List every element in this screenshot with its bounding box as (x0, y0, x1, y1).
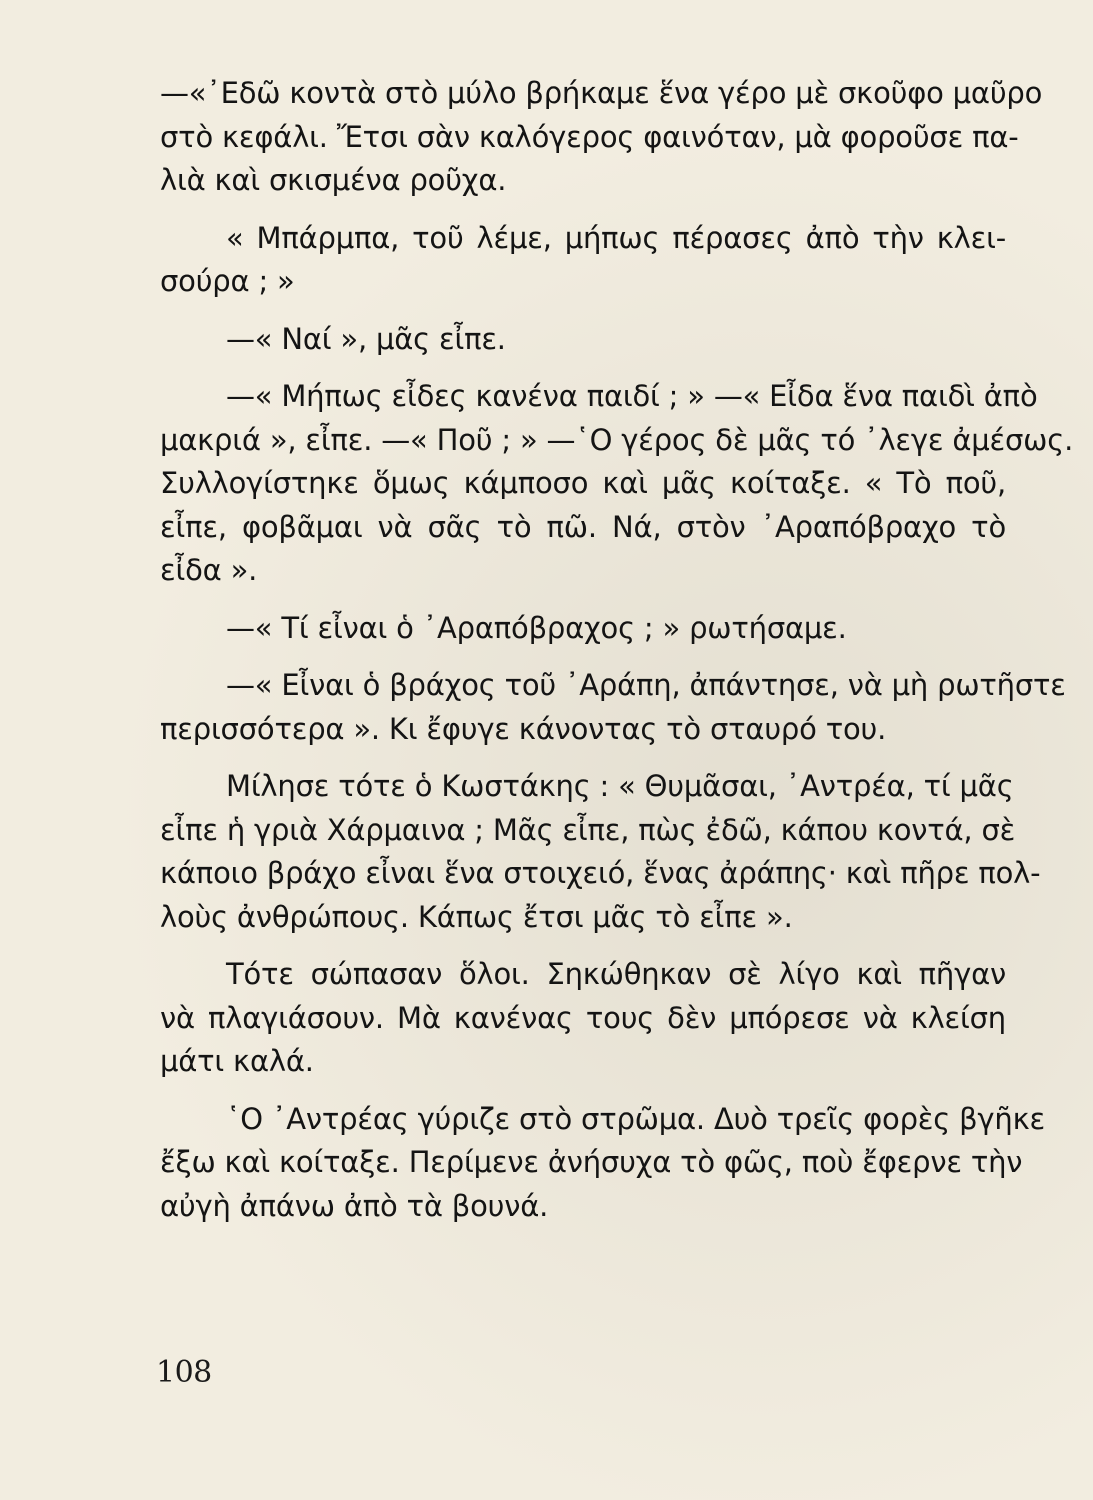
text-line: Μίλησε τότε ὁ Κωστάκης : « Θυμᾶσαι, ᾿Αντρέα, τί μᾶς (226, 769, 1014, 803)
text-line: εἶπε ἡ γριὰ Χάρμαινα ; Μᾶς εἶπε, πὼς ἐδῶ, κάπου κοντά, σὲ (160, 812, 1016, 847)
text-line: μακριά », εἶπε. —« Ποῦ ; » —῾Ο γέρος δὲ μᾶς τό ᾿λεγε ἀμέσως. (160, 422, 1074, 457)
paragraph-gap (160, 593, 1006, 607)
text-line: περισσότερα ». Κι ἔφυγε κάνοντας τὸ σταυρό του. (160, 711, 887, 746)
paragraph-gap (160, 939, 1006, 953)
paragraph (160, 375, 1074, 593)
page-number: 108 (156, 1355, 212, 1390)
paragraph (160, 217, 1006, 304)
text-line: μάτι καλά. (160, 1044, 314, 1078)
text-line: —« Εἶναι ὁ βράχος τοῦ ᾿Αράπη, ἀπάντησε, νὰ μὴ ρωτῆστε (226, 668, 1066, 702)
body-text (160, 72, 1074, 1228)
text-line: Συλλογίστηκε ὅμως κάμποσο καὶ μᾶς κοίταξε. « Τὸ ποῦ, (160, 466, 1006, 500)
text-line: Τότε σώπασαν ὅλοι. Σηκώθηκαν σὲ λίγο καὶ πῆγαν (226, 957, 1006, 991)
text-line: λοὺς ἀνθρώπους. Κάπως ἔτσι μᾶς τὸ εἶπε ». (160, 899, 793, 934)
paragraph-gap (160, 203, 1006, 217)
text-line: αὐγὴ ἀπάνω ἀπὸ τὰ βουνά. (160, 1188, 549, 1223)
paragraph-gap (160, 1084, 1006, 1098)
paragraph (160, 1098, 1045, 1229)
text-line: —« Μήπως εἶδες κανένα παιδί ; » —« Εἶδα ἕνα παιδὶ ἀπὸ (226, 379, 1038, 413)
text-line: ἔξω καὶ κοίταξε. Περίμενε ἀνήσυχα τὸ φῶς, ποὺ ἔφερνε τὴν (160, 1145, 1023, 1179)
text-line: σούρα ; » (160, 264, 295, 298)
paragraph (160, 664, 1066, 751)
text-line: εἶδα ». (160, 553, 258, 587)
paragraph-gap (160, 650, 1006, 664)
text-line: —« Τί εἶναι ὁ ᾿Αραπόβραχος ; » ρωτήσαμε. (226, 610, 847, 645)
text-line: εἶπε, φοβᾶμαι νὰ σᾶς τὸ πῶ. Νά, στὸν ᾿Αραπόβραχο τὸ (160, 509, 1006, 544)
paragraph-gap (160, 361, 1006, 375)
text-line: —« Ναί », μᾶς εἶπε. (226, 321, 506, 356)
text-line: στὸ κεφάλι. Ἔτσι σὰν καλόγερος φαινόταν, μὰ φοροῦσε πα- (160, 119, 1019, 154)
text-line: —«᾿Εδῶ κοντὰ στὸ μύλο βρήκαμε ἕνα γέρο μὲ σκοῦφο μαῦρο (160, 76, 1043, 110)
paragraph (160, 607, 1006, 651)
text-line: κάποιο βράχο εἶναι ἕνα στοιχειό, ἕνας ἀράπης· καὶ πῆρε πολ- (160, 856, 1041, 890)
text-line: λιὰ καὶ σκισμένα ροῦχα. (160, 163, 507, 197)
paragraph-gap (160, 751, 1006, 765)
paragraph (160, 765, 1041, 939)
text-line: « Μπάρμπα, τοῦ λέμε, μήπως πέρασες ἀπὸ τὴν κλει- (226, 220, 1006, 255)
paragraph (160, 953, 1006, 1084)
text-line: ῾Ο ᾿Αντρέας γύριζε στὸ στρῶμα. Δυὸ τρεῖς φορὲς βγῆκε (226, 1101, 1045, 1136)
paragraph (160, 72, 1043, 203)
text-line: νὰ πλαγιάσουν. Μὰ κανένας τους δὲν μπόρεσε νὰ κλείση (160, 1000, 1006, 1035)
paragraph (160, 318, 1006, 362)
paragraph-gap (160, 304, 1006, 318)
